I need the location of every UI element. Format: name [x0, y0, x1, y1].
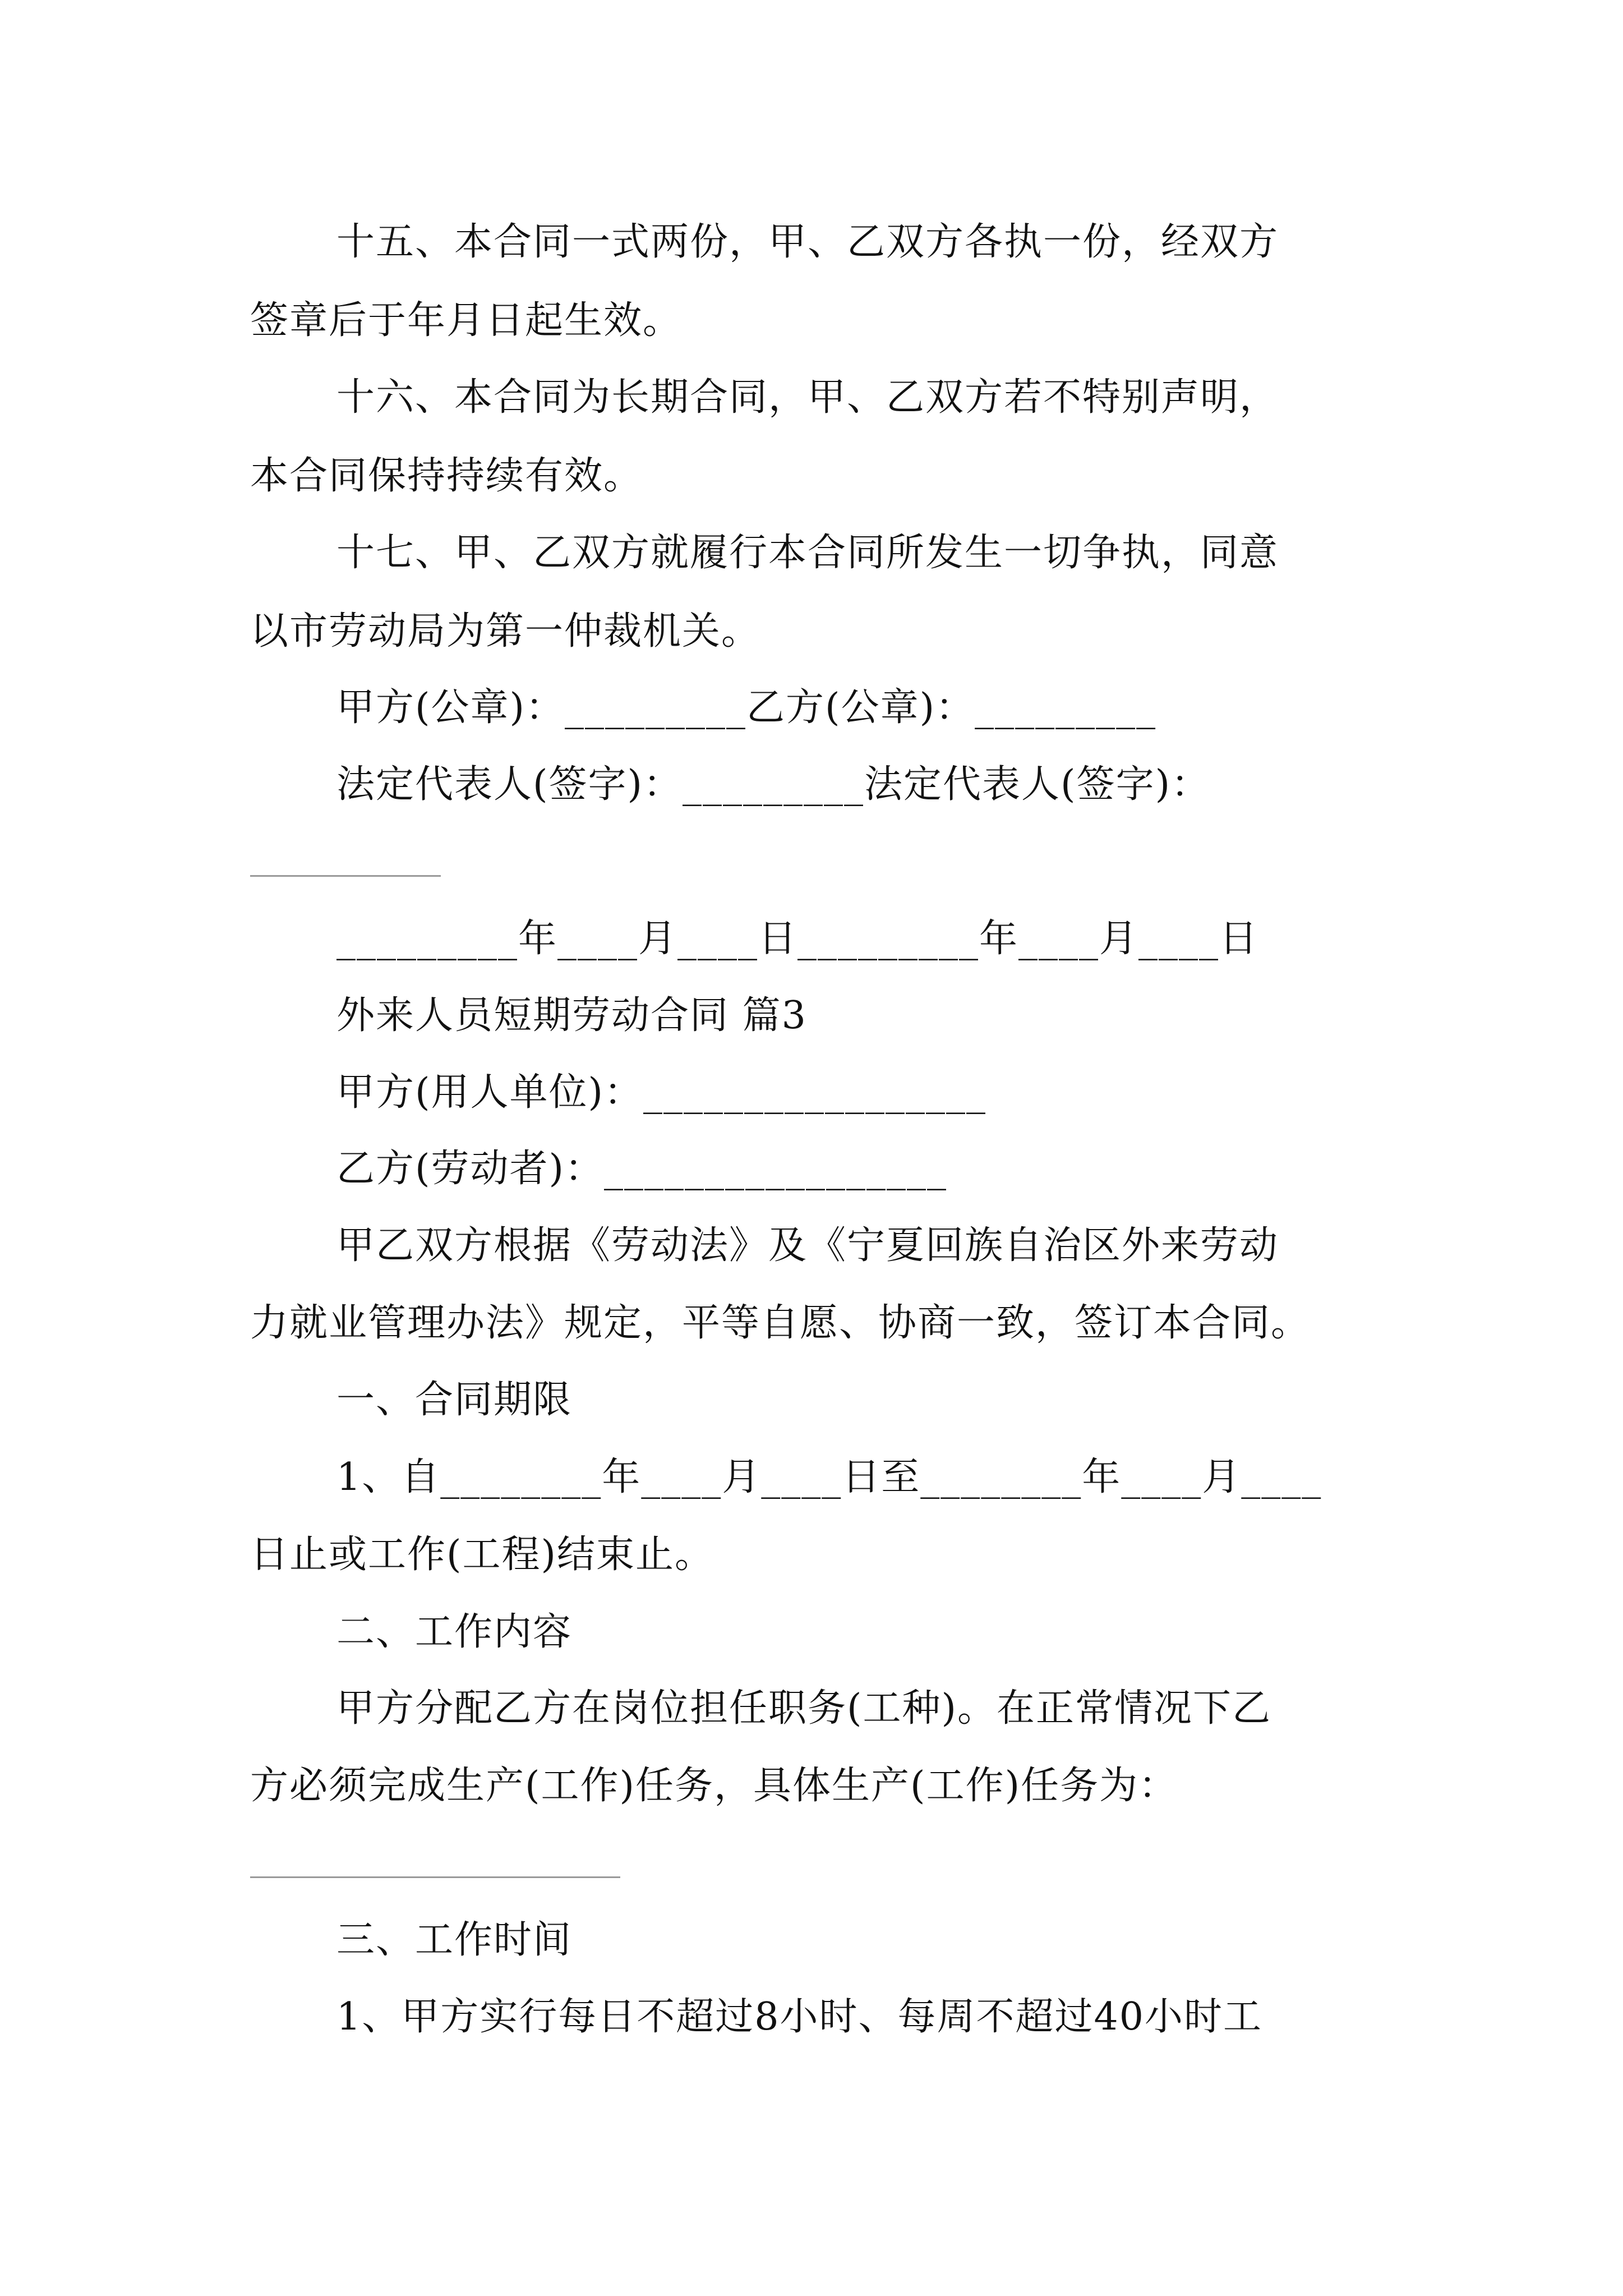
clause-15-line-1: 十五、本合同一式两份，甲、乙双方各执一份，经双方	[336, 220, 1279, 264]
party-a-line: 甲方(用人单位)：_________________	[336, 1070, 987, 1115]
representative-signature-line: 法定代表人(签字)：_________法定代表人(签字)：	[336, 762, 1211, 807]
clause-17-line-2: 以市劳动局为第一仲裁机关。	[250, 609, 761, 654]
intro-line-2: 力就业管理办法》规定，平等自愿、协商一致，签订本合同。	[250, 1301, 1311, 1345]
hours-line-1: 1、甲方实行每日不超过8小时、每周不超过40小时工	[336, 1995, 1263, 2039]
date-line: _________年____月____日_________年____月____日	[336, 917, 1259, 961]
signature-blank-underline	[250, 875, 441, 877]
heading-contract-term: 一、合同期限	[336, 1378, 573, 1422]
heading-work-hours: 三、工作时间	[336, 1918, 573, 1962]
clause-16-line-1: 十六、本合同为长期合同，甲、乙双方若不特别声明，	[336, 375, 1279, 420]
clause-15-line-2: 签章后于年月日起生效。	[250, 298, 683, 343]
work-line-1: 甲方分配乙方在岗位担任职务(工种)。在正常情况下乙	[336, 1686, 1272, 1731]
section-title: 外来人员短期劳动合同 篇3	[336, 993, 807, 1038]
term-line-2: 日止或工作(工程)结束止。	[250, 1533, 714, 1577]
task-blank-underline	[250, 1876, 620, 1878]
heading-work-content: 二、工作内容	[336, 1610, 573, 1654]
clause-16-line-2: 本合同保持持续有效。	[250, 454, 643, 498]
clause-17-line-1: 十七、甲、乙双方就履行本合同所发生一切争执，同意	[336, 531, 1279, 575]
term-line-1: 1、自________年____月____日至________年____月____	[336, 1455, 1322, 1499]
party-b-line: 乙方(劳动者)：_________________	[336, 1147, 948, 1191]
seal-signature-line: 甲方(公章)：_________乙方(公章)：_________	[336, 685, 1157, 730]
work-line-2: 方必须完成生产(工作)任务，具体生产(工作)任务为：	[250, 1764, 1178, 1808]
intro-line-1: 甲乙双方根据《劳动法》及《宁夏回族自治区外来劳动	[336, 1223, 1279, 1268]
